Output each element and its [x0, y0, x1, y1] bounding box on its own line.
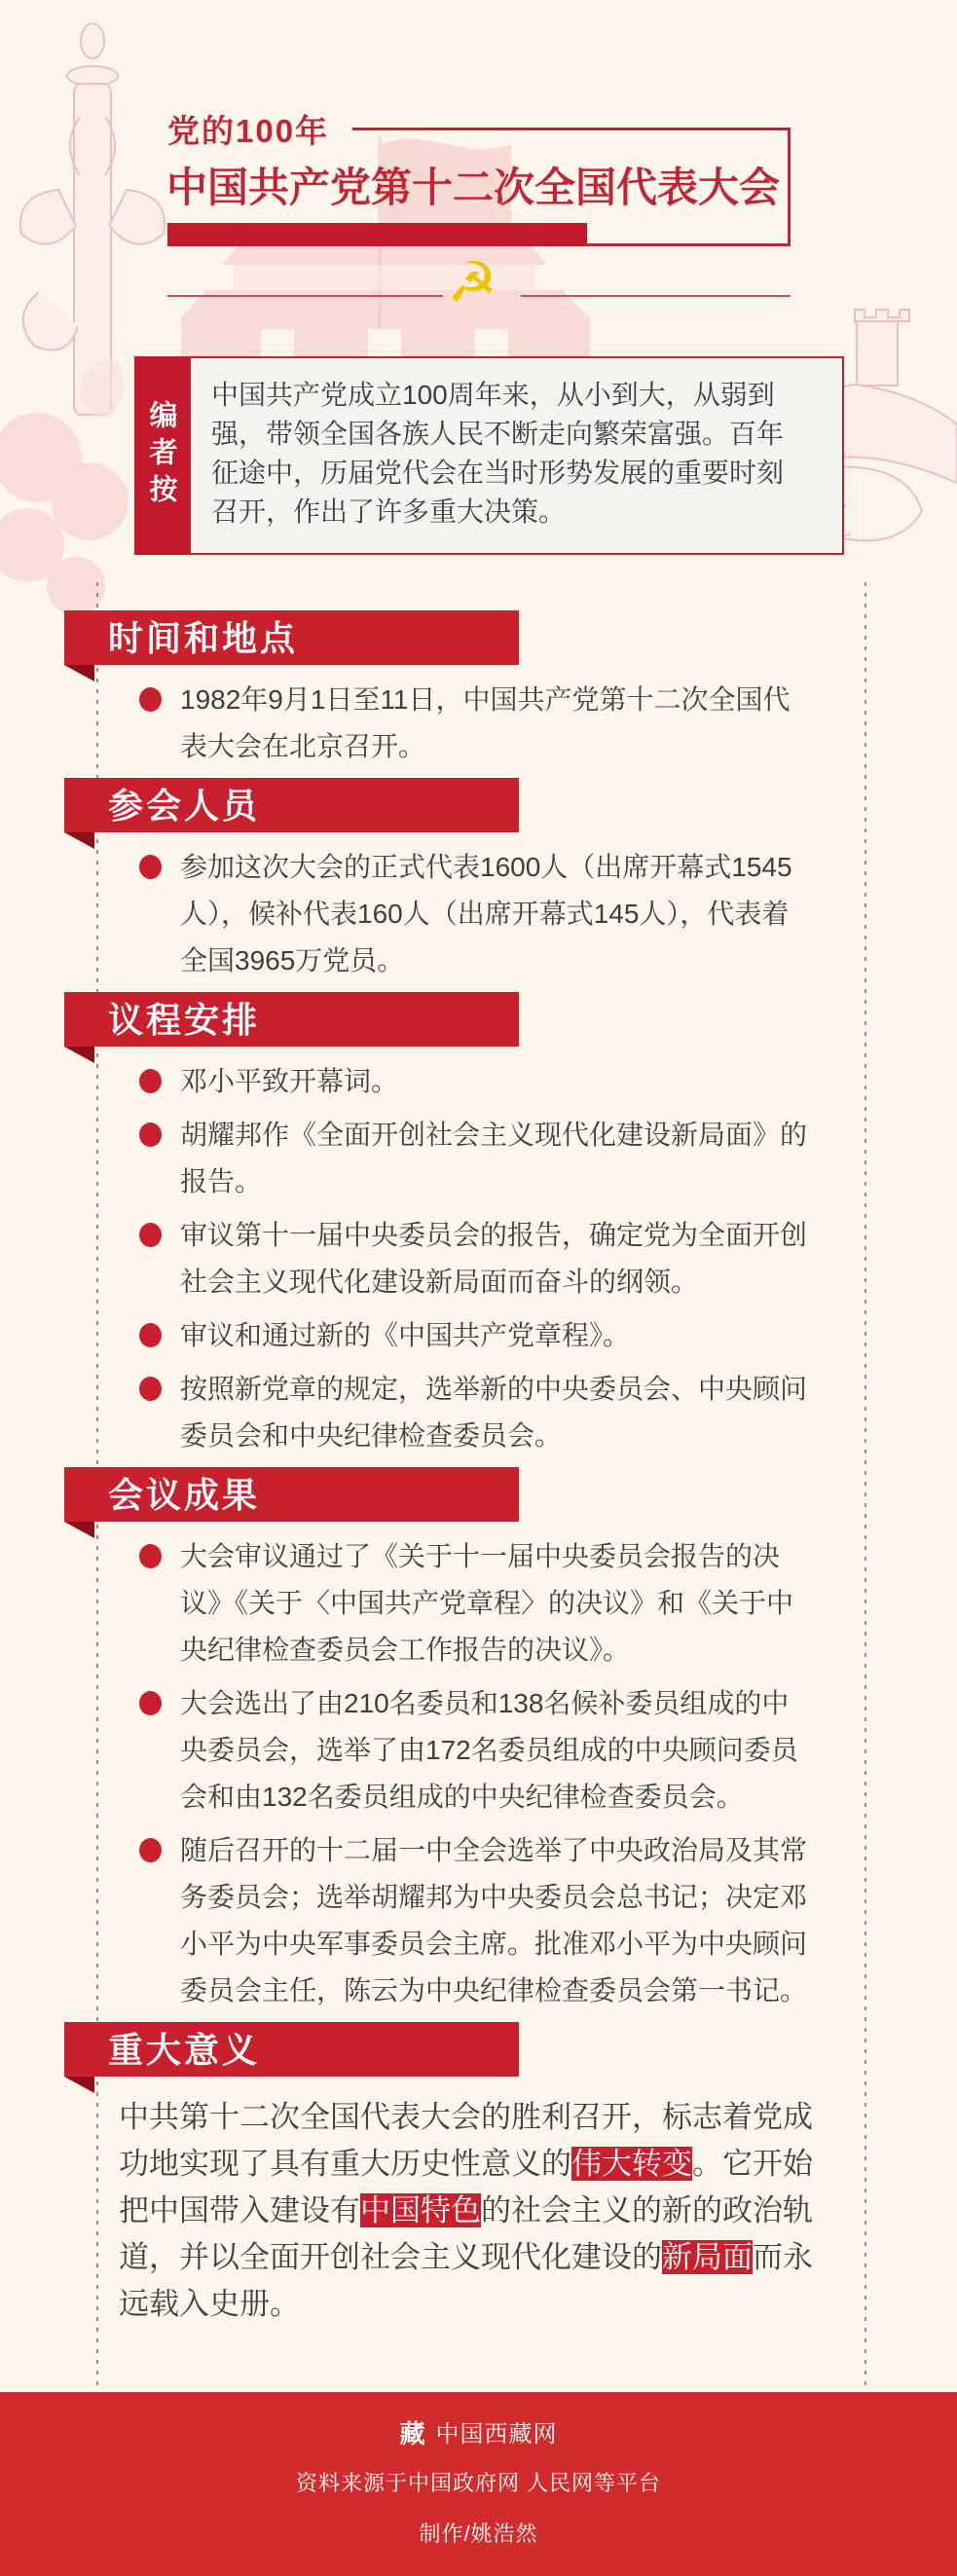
section-paragraph: [119, 2094, 816, 2328]
bullet-icon: [139, 687, 162, 712]
list-item: [139, 1366, 957, 1459]
bullet-icon: [139, 1377, 162, 1401]
section-banner: [64, 1467, 519, 1522]
list-item: [139, 1112, 957, 1205]
section: [0, 610, 957, 770]
editor-note-label: 编者按: [134, 356, 189, 555]
bullet-icon: [139, 855, 162, 879]
paragraph-text: 。它开始把中国带入建设有: [119, 2147, 813, 2227]
footer: [0, 2392, 957, 2576]
list-item: [139, 1680, 957, 1821]
section-title: 会议成果: [108, 1475, 261, 1515]
highlighted-phrase: 中国特色: [360, 2193, 481, 2227]
list-item: [139, 1312, 957, 1359]
page-title: 中国共产党第十二次全国代表大会: [166, 165, 781, 210]
section-items: [0, 1058, 957, 1459]
section-banner: [64, 992, 519, 1047]
banner-fold-decoration: [64, 2077, 94, 2093]
list-item-text: 随后召开的十二届一中全会选举了中央政治局及其常务委员会；选举胡耀邦为中央委员会总书记；决定邓小平为中央军事委员会主席。批准邓小平为中央顾问委员会主任，陈云为中央纪律检查委员会第一书记。: [180, 1835, 808, 2006]
bullet-icon: [139, 1323, 162, 1347]
section-title: 重大意义: [108, 2030, 261, 2070]
list-item-text: 审议第十一届中央委员会的报告，确定党为全面开创社会主义现代化建设新局面而奋斗的纲领。: [180, 1220, 808, 1297]
list-item-text: 邓小平致开幕词。: [180, 1066, 399, 1096]
bullet-icon: [139, 1544, 162, 1568]
divider-line-right: [521, 295, 791, 297]
editor-note-box: [189, 356, 844, 555]
sections-list: [0, 610, 957, 2328]
footer-source-line: 资料来源于中国政府网 人民网等平台: [295, 2471, 662, 2495]
list-item: [139, 677, 957, 770]
editor-note-text: 中国共产党成立100周年来，从小到大，从弱到强，带领全国各族人民不断走向繁荣富强。百年征途中，历届党代会在当时形势发展的重要时刻召开，作出了许多重大决策。: [211, 380, 785, 527]
series-kicker: 党的100年: [167, 113, 330, 149]
bullet-icon: [139, 1069, 162, 1093]
title-underline-bar: [167, 223, 587, 246]
peony-illustration: [0, 359, 129, 615]
list-item-text: 大会审议通过了《关于十一届中央委员会报告的决议》《关于〈中国共产党章程〉的决议》和《关于中央纪律检查委员会工作报告的决议》。: [180, 1541, 794, 1665]
section-title: 时间和地点: [108, 618, 299, 658]
section: [0, 2022, 957, 2328]
section-banner: [64, 2022, 519, 2077]
paragraph-text: 的社会主义的新的政治轨道，并以全面开创社会主义现代化建设的: [119, 2193, 813, 2274]
footer-site-row: [0, 2413, 957, 2449]
bullet-icon: [139, 1838, 162, 1862]
tiananmen-illustration: [181, 239, 590, 362]
section: [0, 992, 957, 1459]
list-item: [139, 1212, 957, 1306]
highlighted-phrase: 新局面: [662, 2240, 753, 2274]
bullet-icon: [139, 1122, 162, 1147]
section-title: 参会人员: [108, 786, 261, 826]
section-items: [0, 1533, 957, 2014]
section: [0, 778, 957, 984]
site-logo-icon: 藏: [399, 2419, 426, 2448]
list-item: [139, 1827, 957, 2014]
section-items: [0, 677, 957, 770]
list-item: [139, 1058, 957, 1105]
section-items: [0, 844, 957, 984]
list-item-text: 审议和通过新的《中国共产党章程》。: [180, 1320, 631, 1350]
list-item: [139, 1533, 957, 1674]
list-item-text: 1982年9月1日至11日，中国共产党第十二次全国代表大会在北京召开。: [180, 684, 791, 761]
list-item-text: 大会选出了由210名委员和138名候补委员组成的中央委员会，选举了由172名委员组成的中央顾问委员会和由132名委员组成的中央纪律检查委员会。: [180, 1688, 798, 1812]
site-name: 中国西藏网: [435, 2421, 558, 2447]
divider-line-left: [167, 295, 443, 297]
bullet-icon: [139, 1223, 162, 1247]
list-item-text: 参加这次大会的正式代表1600人（出席开幕式1545人），候补代表160人（出席开幕式145人），代表着全国3965万党员。: [180, 852, 792, 975]
list-item-text: 按照新党章的规定，选举新的中央委员会、中央顾问委员会和中央纪律检查委员会。: [180, 1374, 808, 1451]
title-frame-right: [788, 128, 791, 246]
paragraph-text: 中共第十二次全国代表大会的胜利召开，标志着党成功地实现了具有重大历史性意义的: [119, 2100, 813, 2181]
section-banner: [64, 610, 519, 665]
section-banner: [64, 778, 519, 832]
bullet-icon: [139, 1691, 162, 1715]
paragraph-text: 而永远载入史册。: [119, 2240, 813, 2321]
section: [0, 1467, 957, 2014]
section-title: 议程安排: [108, 1000, 261, 1040]
highlighted-phrase: 伟大转变: [571, 2147, 692, 2181]
title-frame-top: [352, 128, 791, 130]
party-emblem-icon: ☭: [447, 251, 497, 314]
list-item-text: 胡耀邦作《全面开创社会主义现代化建设新局面》的报告。: [180, 1120, 808, 1196]
footer-credit-line: 制作/姚浩然: [419, 2521, 538, 2546]
list-item: [139, 844, 957, 984]
